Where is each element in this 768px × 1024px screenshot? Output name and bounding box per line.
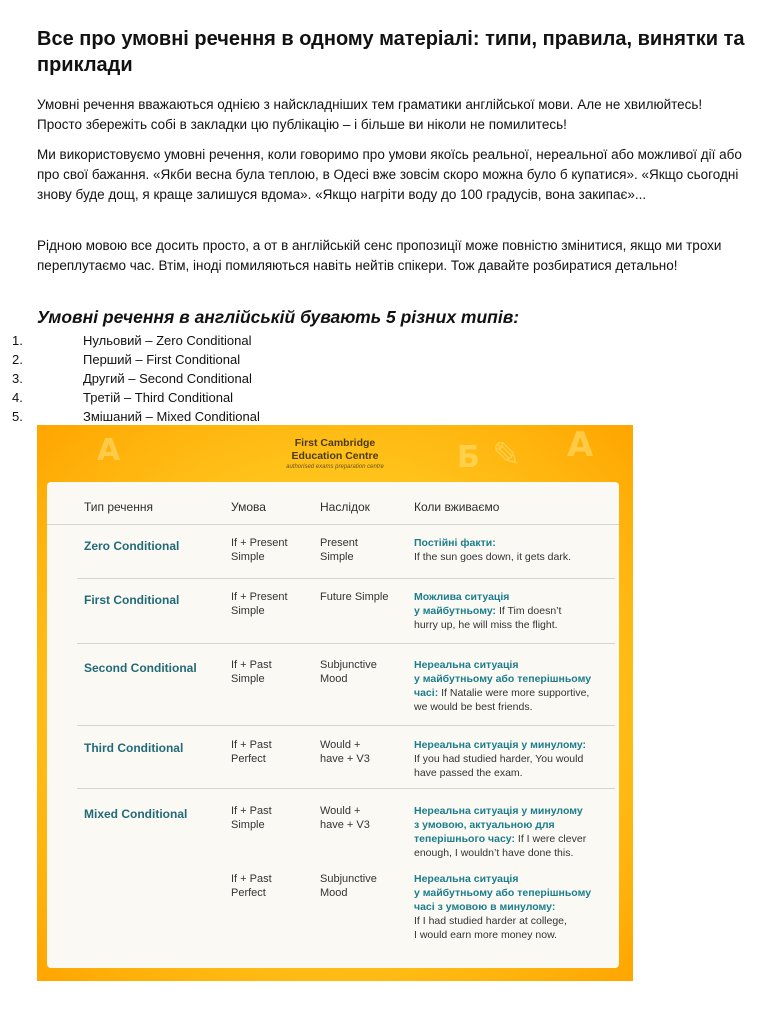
condition-cell (231, 738, 272, 766)
usage-line (414, 536, 614, 550)
conditional-types-list (0, 331, 400, 426)
list-item (0, 388, 400, 407)
usage-highlight: у майбутньому або теперішньому (414, 887, 592, 899)
list-item (0, 350, 400, 369)
usage-highlight: Нереальна ситуація (414, 873, 519, 885)
usage-highlight: з умовою, актуальною для (414, 819, 555, 831)
usage-example: If you had studied harder, You would (414, 753, 584, 765)
condition-line: Simple (231, 551, 265, 563)
usage-example: If Tim doesn’t (496, 605, 562, 617)
usage-example: I would earn more money now. (414, 929, 557, 941)
usage-cell (414, 658, 614, 714)
condition-cell (231, 658, 272, 686)
list-text: Третій – Third Conditional (83, 390, 234, 405)
section-heading: Умовні речення в англійській бувають 5 різних типів: (37, 307, 520, 327)
condition-line: If + Present (231, 591, 288, 603)
condition-line: If + Present (231, 537, 288, 549)
usage-paragraph: Ми використовуємо умовні речення, коли говоримо про умови якоїсь реальної, нереальної або можливої дії або про свої бажання. «Якби весна була теплою, в Одесі вже зовсім скоро можна було б купатися». «Якщо сьогодні знову буде дощ, я краще залишуся вдома». «Якщо нагріти воду до 100 градусів, вона закипає»... (37, 147, 742, 202)
list-item (0, 331, 400, 350)
conditional-type-name: Mixed Conditional (84, 807, 188, 821)
usage-line (414, 872, 614, 886)
list-number: 3. (12, 371, 23, 386)
native-language-paragraph: Рідною мовою все досить просто, а от в англійській сенс пропозиції може повністю змінитися, якщо ми трохи переплутаємо час. Втім, іноді помиляються навіть нейтів спікери. Тож давайте розбиратися детально! (37, 238, 722, 273)
condition-line: If + Past (231, 739, 272, 751)
usage-line (414, 590, 614, 604)
list-text: Змішаний – Mixed Conditional (83, 409, 260, 424)
decorative-letter: A (97, 433, 121, 468)
usage-example: have passed the exam. (414, 767, 523, 779)
condition-cell (231, 872, 272, 900)
usage-cell (414, 738, 614, 780)
condition-line: Perfect (231, 887, 266, 899)
condition-line: If + Past (231, 659, 272, 671)
row-divider (77, 788, 615, 789)
usage-line (414, 686, 614, 700)
usage-example: we would be best friends. (414, 701, 533, 713)
list-text: Другий – Second Conditional (83, 371, 252, 386)
result-line: Subjunctive (320, 659, 377, 671)
conditionals-infographic (37, 425, 633, 981)
row-divider (77, 725, 615, 726)
usage-example: hurry up, he will miss the flight. (414, 619, 558, 631)
cambridge-logo (37, 437, 633, 472)
list-text: Перший – First Conditional (83, 352, 241, 367)
usage-example: If Natalie were more supportive, (438, 687, 590, 699)
row-divider (47, 524, 619, 525)
condition-cell (231, 804, 272, 832)
usage-highlight: Нереальна ситуація у минулому: (414, 739, 587, 751)
row-divider (77, 578, 615, 579)
result-cell (320, 804, 370, 832)
usage-highlight: теперішнього часу: (414, 833, 515, 845)
condition-line: Simple (231, 673, 265, 685)
result-cell (320, 738, 370, 766)
logo-line: Education Centre (291, 450, 379, 462)
result-line: have + V3 (320, 819, 370, 831)
usage-cell (414, 590, 614, 632)
usage-line (414, 804, 614, 818)
header-when: Коли вживаємо (414, 500, 500, 514)
usage-cell (414, 872, 614, 942)
result-line: Future Simple (320, 591, 389, 603)
conditional-type-name: Zero Conditional (84, 539, 180, 553)
result-line: have + V3 (320, 753, 370, 765)
usage-line (414, 818, 614, 832)
header-condition: Умова (231, 500, 266, 514)
page-title: Все про умовні речення в одному матеріалі: типи, правила, винятки та приклади (37, 28, 745, 76)
decorative-letter: A (567, 425, 594, 465)
intro-paragraph: Умовні речення вважаються однією з найскладніших тем граматики англійської мови. Але не хвилюйтесь! Просто збережіть собі в закладки цю публікацію – і більше ви ніколи не помилитесь! (37, 97, 703, 132)
conditional-type-name: Third Conditional (84, 741, 184, 755)
list-number: 5. (12, 409, 23, 424)
usage-highlight: Нереальна ситуація у минулому (414, 805, 583, 817)
usage-cell (414, 536, 614, 564)
decorative-letter: ✎ (492, 435, 521, 475)
usage-line (414, 738, 614, 752)
usage-example: If the sun goes down, it gets dark. (414, 551, 572, 563)
usage-highlight: у майбутньому: (414, 605, 497, 617)
result-cell (320, 536, 358, 564)
usage-line (414, 832, 614, 846)
usage-highlight: часі: (414, 687, 439, 699)
usage-example: enough, I wouldn’t have done this. (414, 847, 574, 859)
list-number: 1. (12, 333, 23, 348)
usage-highlight: часі з умовою в минулому: (414, 901, 556, 913)
usage-highlight: у майбутньому або теперішньому (414, 673, 592, 685)
result-line: Mood (320, 673, 348, 685)
usage-highlight: Можлива ситуація (414, 591, 510, 603)
result-cell (320, 590, 388, 604)
logo-subtitle: authorised exams preparation centre (286, 464, 384, 470)
usage-line (414, 672, 614, 686)
condition-line: Simple (231, 819, 265, 831)
row-divider (77, 643, 615, 644)
usage-line (414, 658, 614, 672)
result-line: Would + (320, 805, 361, 817)
usage-example: If I had studied harder at college, (414, 915, 567, 927)
result-line: Subjunctive (320, 873, 377, 885)
condition-line: If + Past (231, 805, 272, 817)
header-result: Наслідок (320, 500, 370, 514)
list-number: 4. (12, 390, 23, 405)
decorative-letter: Б (457, 440, 480, 475)
list-item (0, 369, 400, 388)
result-line: Mood (320, 887, 348, 899)
condition-line: Perfect (231, 753, 266, 765)
usage-line (414, 900, 614, 914)
logo-line: First Cambridge (294, 437, 376, 449)
usage-line (414, 604, 614, 618)
list-item (0, 407, 400, 426)
usage-highlight: Постійні факти: (414, 537, 496, 549)
list-text: Нульовий – Zero Conditional (83, 333, 252, 348)
conditionals-table (47, 482, 619, 968)
conditional-type-name: First Conditional (84, 593, 180, 607)
usage-highlight: Нереальна ситуація (414, 659, 519, 671)
list-number: 2. (12, 352, 23, 367)
condition-cell (231, 590, 288, 618)
result-line: Would + (320, 739, 361, 751)
conditional-type-name: Second Conditional (84, 661, 197, 675)
usage-line (414, 886, 614, 900)
result-cell (320, 872, 377, 900)
header-type: Тип речення (84, 500, 153, 514)
usage-example: If I were clever (515, 833, 587, 845)
result-cell (320, 658, 377, 686)
result-line: Simple (320, 551, 354, 563)
usage-cell (414, 804, 614, 860)
condition-line: Simple (231, 605, 265, 617)
result-line: Present (320, 537, 358, 549)
condition-line: If + Past (231, 873, 272, 885)
condition-cell (231, 536, 288, 564)
